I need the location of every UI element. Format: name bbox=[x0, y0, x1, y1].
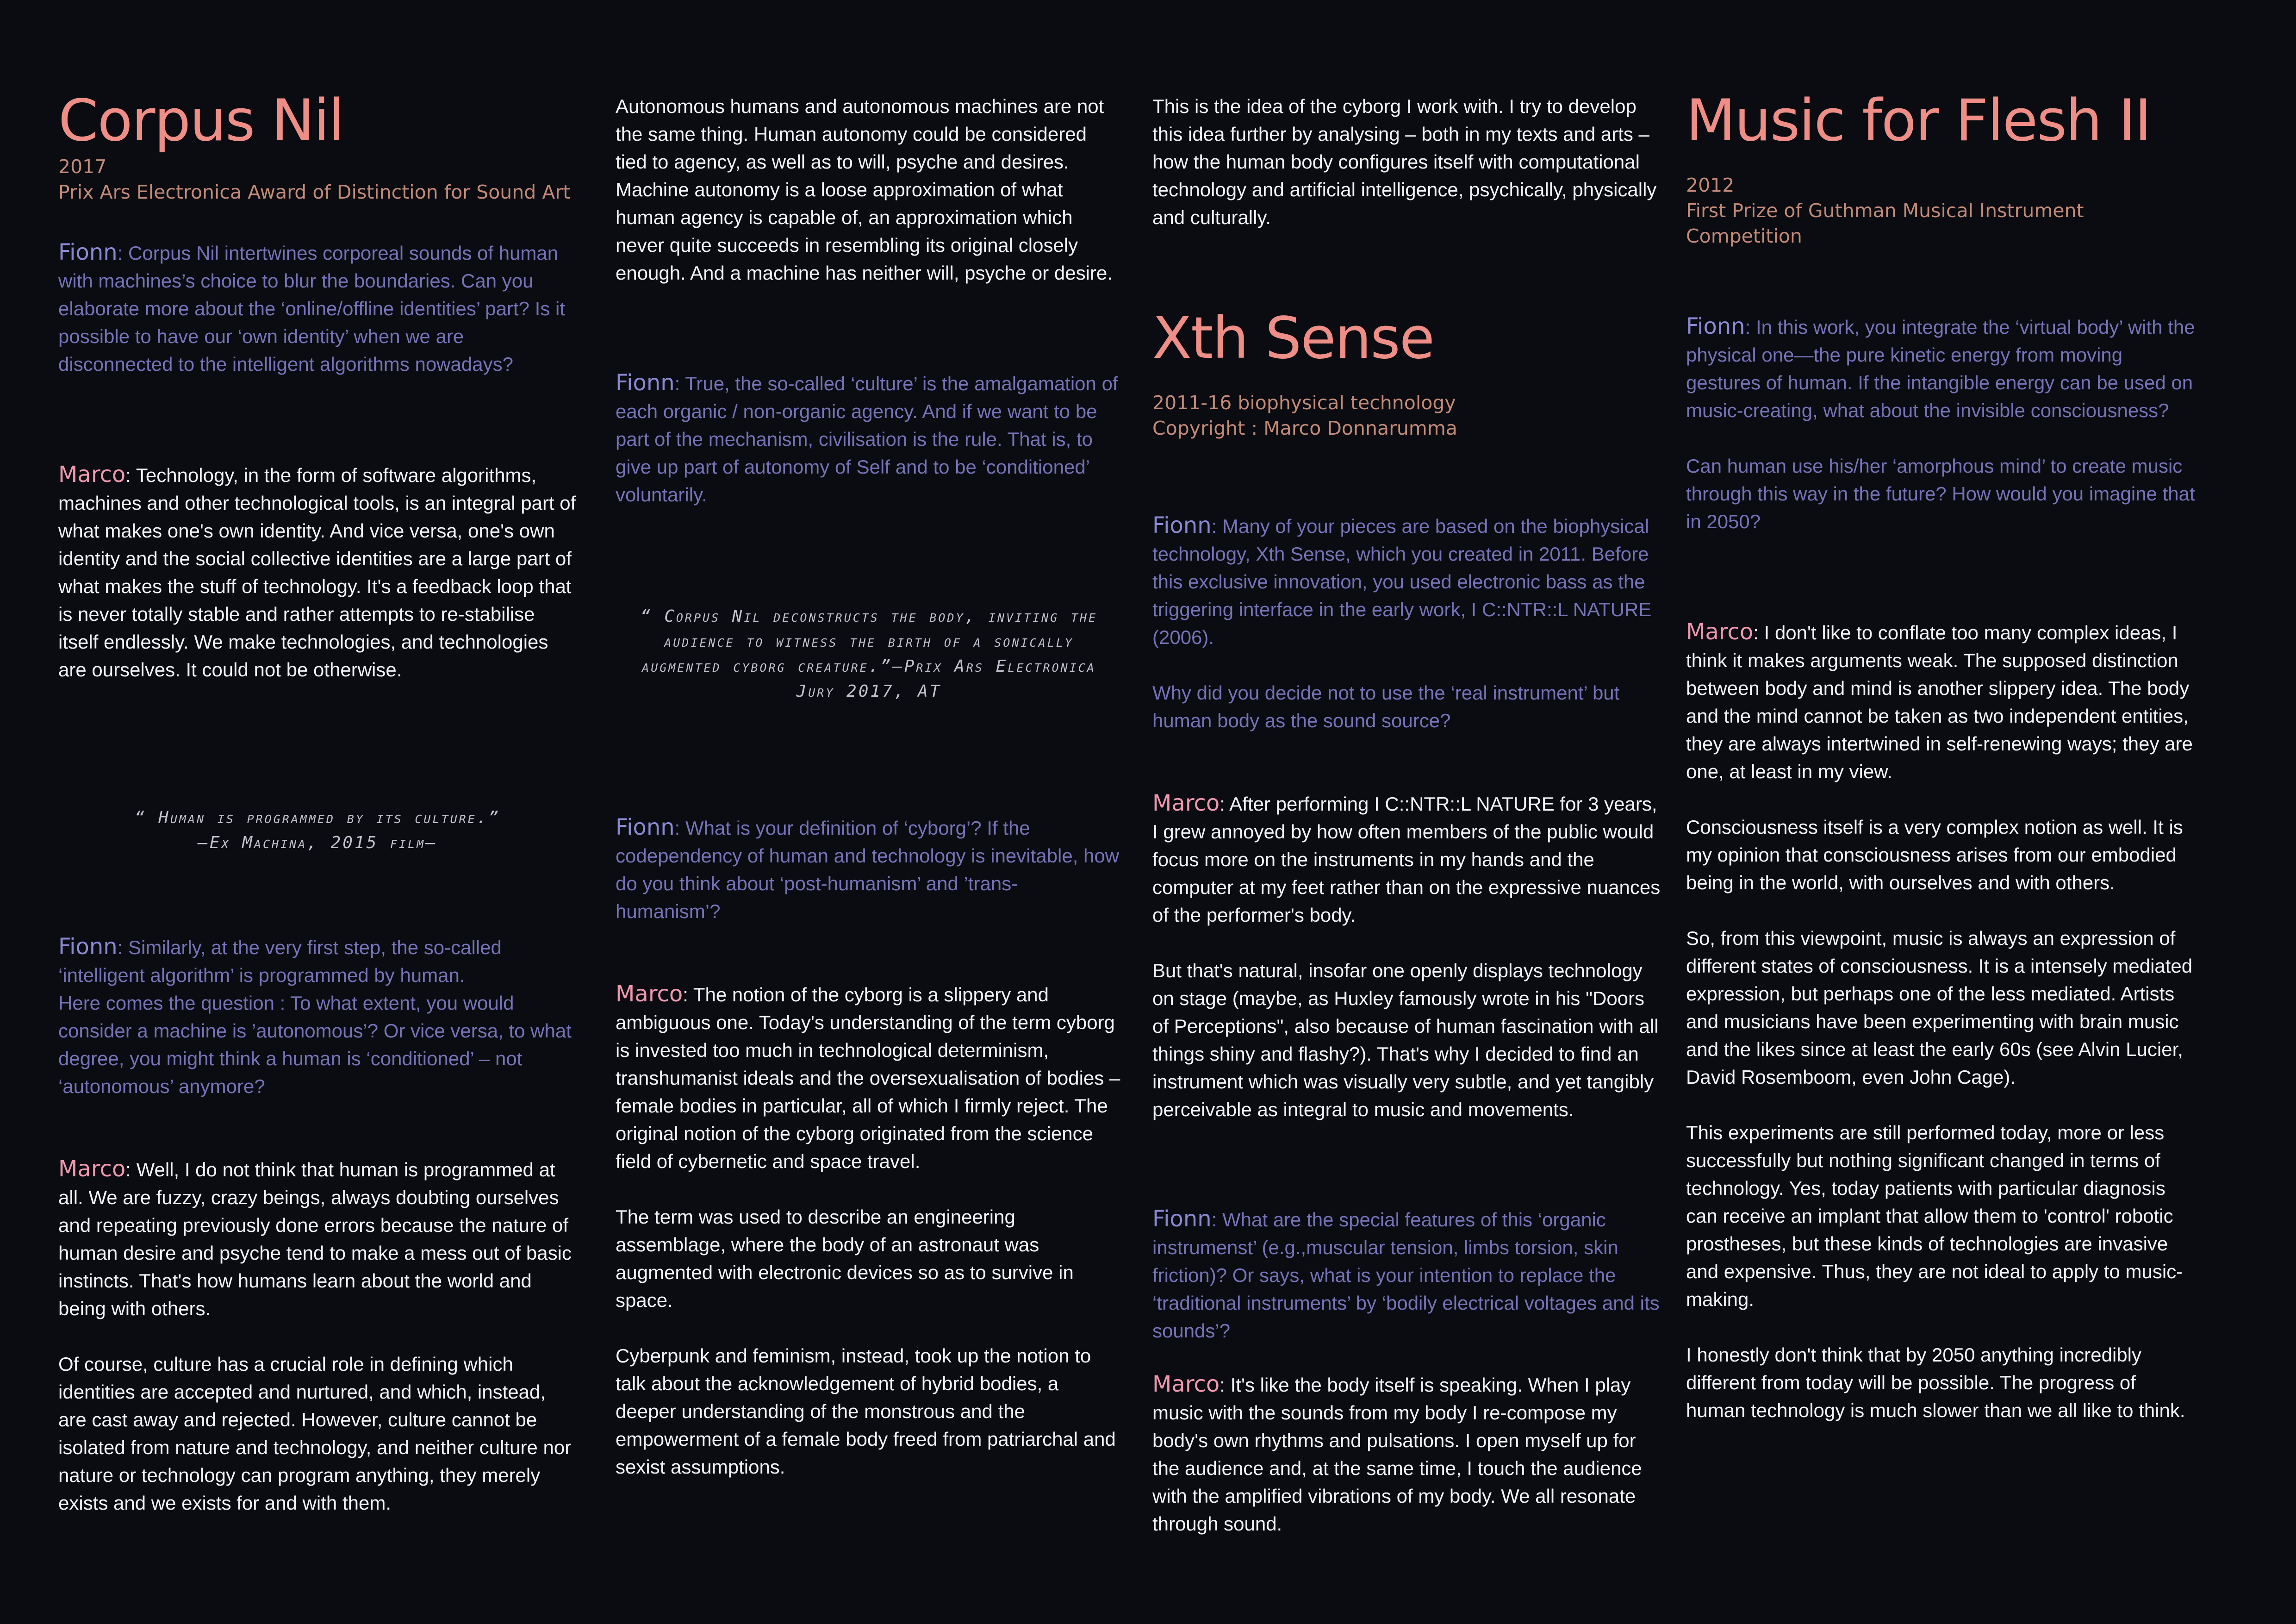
answer-text: This is the idea of the cyborg I work with. I try to develop this idea further by analysing – both in my texts and arts – how the human body configures itself with computational technology and artificial intelligence, psychically, physically and culturally. bbox=[1152, 95, 1657, 228]
question-5 bbox=[1152, 512, 1661, 762]
speaker-marco: Marco bbox=[58, 1156, 126, 1182]
question-3 bbox=[616, 369, 1122, 509]
answer-text: : I don't like to conflate too many complex ideas, I think it makes arguments weak. The supposed distinction between body and mind is another slippery idea. The body and the mind cannot be taken as two independent entities, they are always intertwined in self-renewing ways; they are one, at least in my view. bbox=[1686, 622, 2193, 782]
answer-5 bbox=[1152, 789, 1661, 1151]
speaker-fionn: Fionn bbox=[1152, 1206, 1212, 1232]
answer-text-continued: Consciousness itself is a very complex notion as well. It is my opinion that consciousness arises from our embodied being in the world, with ourselves and with others. bbox=[1686, 816, 2183, 893]
answer-text-continued: Of course, culture has a crucial role in defining which identities are accepted and nurtured, and which, instead, are cast away and rejected. However, culture cannot be isolated from nature and technology, and neither culture nor nature or technology can program anything, they merely exists and we exists for and with them. bbox=[58, 1353, 572, 1514]
speaker-fionn: Fionn bbox=[616, 370, 675, 396]
question-4 bbox=[616, 813, 1122, 925]
answer-text-continued: The term was used to describe an engineering assemblage, where the body of an astronaut was augmented with electronic devices so as to survive in space. bbox=[616, 1206, 1074, 1311]
speaker-marco: Marco bbox=[616, 981, 683, 1007]
copyright-xth-sense: Copyright : Marco Donnarumma bbox=[1152, 417, 1457, 439]
speaker-marco: Marco bbox=[1686, 619, 1754, 645]
speaker-fionn: Fionn bbox=[58, 239, 118, 265]
question-text-continued: Can human use his/her ‘amorphous mind’ to create music through this way in the future? How would you imagine that in 2050? bbox=[1686, 455, 2195, 532]
question-text-continued: Here comes the question : To what extent, you would consider a machine is ’autonomous’? Or vice versa, to what degree, you might think a human is ‘conditioned’ – not ‘autonomous’ anymore? bbox=[58, 992, 572, 1097]
header-music-for-flesh bbox=[1686, 88, 2195, 249]
answer-6 bbox=[1152, 1370, 1661, 1538]
question-text: : What are the special features of this ‘organic instrumenst’ (e.g.,muscular tension, limbs torsion, skin friction)? Or says, what is your intention to replace the ‘traditional instruments’ by ‘bodily electrical voltages and its sounds’? bbox=[1152, 1209, 1660, 1342]
answer-text: : After performing I C::NTR::L NATURE for 3 years, I grew annoyed by how often members of the public would focus more on the instruments in my hands and the computer at my feet rather than on the expressive nuances of the performer's body. bbox=[1152, 793, 1661, 926]
title-xth-sense: Xth Sense bbox=[1152, 305, 1434, 372]
speaker-fionn: Fionn bbox=[1152, 512, 1212, 538]
answer-4 bbox=[616, 980, 1122, 1509]
speaker-marco: Marco bbox=[58, 462, 126, 487]
quote-text: “ Human is programmed by its culture.” bbox=[134, 808, 501, 827]
question-text: : In this work, you integrate the ‘virtual body’ with the physical one—the pure kinetic energy from moving gestures of human. If the intangible energy can be used on music-creating, what about the invisible consciousness? bbox=[1686, 316, 2195, 421]
speaker-fionn: Fionn bbox=[1686, 313, 1745, 339]
header-corpus-nil bbox=[58, 88, 577, 205]
pull-quote-jury bbox=[627, 604, 1111, 704]
pull-quote-ex-machina bbox=[58, 806, 577, 856]
quote-text: “ Corpus Nil deconstructs the body, inviting the audience to witness the birth of a sonically augmented cyborg creature.”—Prix Ars Electronica Jury 2017, AT bbox=[640, 607, 1098, 701]
award-music-for-flesh: First Prize of Guthman Musical Instrument Competition bbox=[1686, 199, 2084, 247]
speaker-fionn: Fionn bbox=[616, 814, 675, 840]
answer-2 bbox=[58, 1155, 577, 1545]
answer-1 bbox=[58, 461, 577, 684]
answer-text-continued: I honestly don't think that by 2050 anything incredibly different from today will be possible. The progress of human technology is much slower than we all like to think. bbox=[1686, 1344, 2185, 1421]
title-corpus-nil: Corpus Nil bbox=[58, 87, 344, 154]
answer-text: Autonomous humans and autonomous machines are not the same thing. Human autonomy could be considered tied to agency, as well as to will, psyche and desires. Machine autonomy is a loose approximation of what human agency is capable of, an approximation which never quite succeeds in resembling its original closely enough. And a machine has neither will, psyche or desire. bbox=[616, 95, 1113, 284]
answer-text: : Technology, in the form of software algorithms, machines and other technological tools, is an integral part of what makes one's own identity. And vice versa, one's own identity and the social collective identities are a large part of what makes the stuff of technology. It's a feedback loop that is never totally stable and rather attempts to re-stabilise itself endlessly. We make technologies, and technologies are ourselves. It could not be otherwise. bbox=[58, 464, 576, 681]
question-7 bbox=[1686, 312, 2195, 563]
question-text: : True, the so-called ‘culture’ is the amalgamation of each organic / non-organic agency. And if we want to be part of the mechanism, civilisation is the rule. That is, to give up part of autonomy of Self and to be ‘conditioned’ voluntarily. bbox=[616, 373, 1118, 506]
header-xth-sense bbox=[1152, 306, 1661, 441]
question-text: : Similarly, at the very first step, the so-called ‘intelligent algorithm’ is programmed by human. bbox=[58, 937, 502, 986]
answer-text-continued: So, from this viewpoint, music is always an expression of different states of consciousness. It is a intensely mediated expression, but perhaps one of the less mediated. Artists and musicians have been experimenting with brain music and the likes since at least the early 60s (see Alvin Lucier, David Rosemboom, even John Cage). bbox=[1686, 927, 2193, 1088]
meta-xth-sense: 2011-16 biophysical technology bbox=[1152, 391, 1456, 414]
answer-text-continued: Cyberpunk and feminism, instead, took up the notion to talk about the acknowledgement of hybrid bodies, a deeper understanding of the monstrous and the empowerment of a female body freed from patriarchal and sexist assumptions. bbox=[616, 1345, 1116, 1478]
question-text-continued: Why did you decide not to use the ‘real instrument’ but human body as the sound source? bbox=[1152, 682, 1620, 731]
question-text: : Corpus Nil intertwines corporeal sounds of human with machines’s choice to blur the boundaries. Can you elaborate more about the ‘online/offline identities’ part? Is it possible to have our ‘own identity’ when we are disconnected to the intelligent algorithms nowadays? bbox=[58, 242, 566, 375]
title-music-for-flesh: Music for Flesh II bbox=[1686, 87, 2151, 154]
question-text: : What is your definition of ‘cyborg’? If the codependency of human and technology is inevitable, how do you think about ‘post-humanism’ and ’trans-humanism’? bbox=[616, 817, 1120, 922]
answer-text-continued: This experiments are still performed today, more or less successfully but nothing significant changed in terms of technology. Yes, today patients with particular diagnosis can receive an implant that allow them to 'control' robotic prostheses, but these kinds of technologies are invasive and expensive. Thus, they are not ideal to apply to music-making. bbox=[1686, 1122, 2183, 1310]
award-corpus-nil: Prix Ars Electronica Award of Distinction for Sound Art bbox=[58, 181, 571, 203]
answer-text: : The notion of the cyborg is a slippery and ambiguous one. Today's understanding of the term cyborg is invested too much in technological determinism, transhumanist ideals and the oversexualisation of bodies – female bodies in particular, all of which I firmly reject. The original notion of the cyborg originated from the science field of cybernetic and space travel. bbox=[616, 984, 1120, 1172]
question-text: : Many of your pieces are based on the biophysical technology, Xth Sense, which you created in 2011. Before this exclusive innovation, you used electronic bass as the triggering interface in the early work, I C::NTR::L NATURE (2006). bbox=[1152, 515, 1652, 648]
question-2 bbox=[58, 933, 577, 1100]
question-1 bbox=[58, 238, 577, 378]
answer-continued bbox=[1152, 93, 1661, 231]
year-music-for-flesh: 2012 bbox=[1686, 174, 1735, 196]
quote-source: —Ex Machina, 2015 film— bbox=[198, 833, 437, 852]
year-corpus-nil: 2017 bbox=[58, 155, 107, 178]
question-6 bbox=[1152, 1205, 1661, 1345]
speaker-marco: Marco bbox=[1152, 1371, 1220, 1397]
speaker-fionn: Fionn bbox=[58, 934, 118, 960]
answer-text-continued: But that's natural, insofar one openly displays technology on stage (maybe, as Huxley famously wrote in his "Doors of Perceptions", also because of human fascination with all things shiny and flashy?). That's why I decided to find an instrument which was visually very subtle, and yet tangibly perceivable as integral to music and movements. bbox=[1152, 960, 1659, 1120]
answer-7 bbox=[1686, 618, 2195, 1452]
speaker-marco: Marco bbox=[1152, 790, 1220, 816]
answer-text: : It's like the body itself is speaking. When I play music with the sounds from my body I re-compose my body's own rhythms and pulsations. I open myself up for the audience and, at the same time, I touch the audience with the amplified vibrations of my body. We all resonate through sound. bbox=[1152, 1374, 1642, 1535]
answer-text: : Well, I do not think that human is programmed at all. We are fuzzy, crazy beings, always doubting ourselves and repeating previously done errors because the nature of human desire and psyche tend to make a mess out of basic instincts. That's how humans learn about the world and being with others. bbox=[58, 1159, 572, 1319]
answer-continued bbox=[616, 93, 1122, 287]
